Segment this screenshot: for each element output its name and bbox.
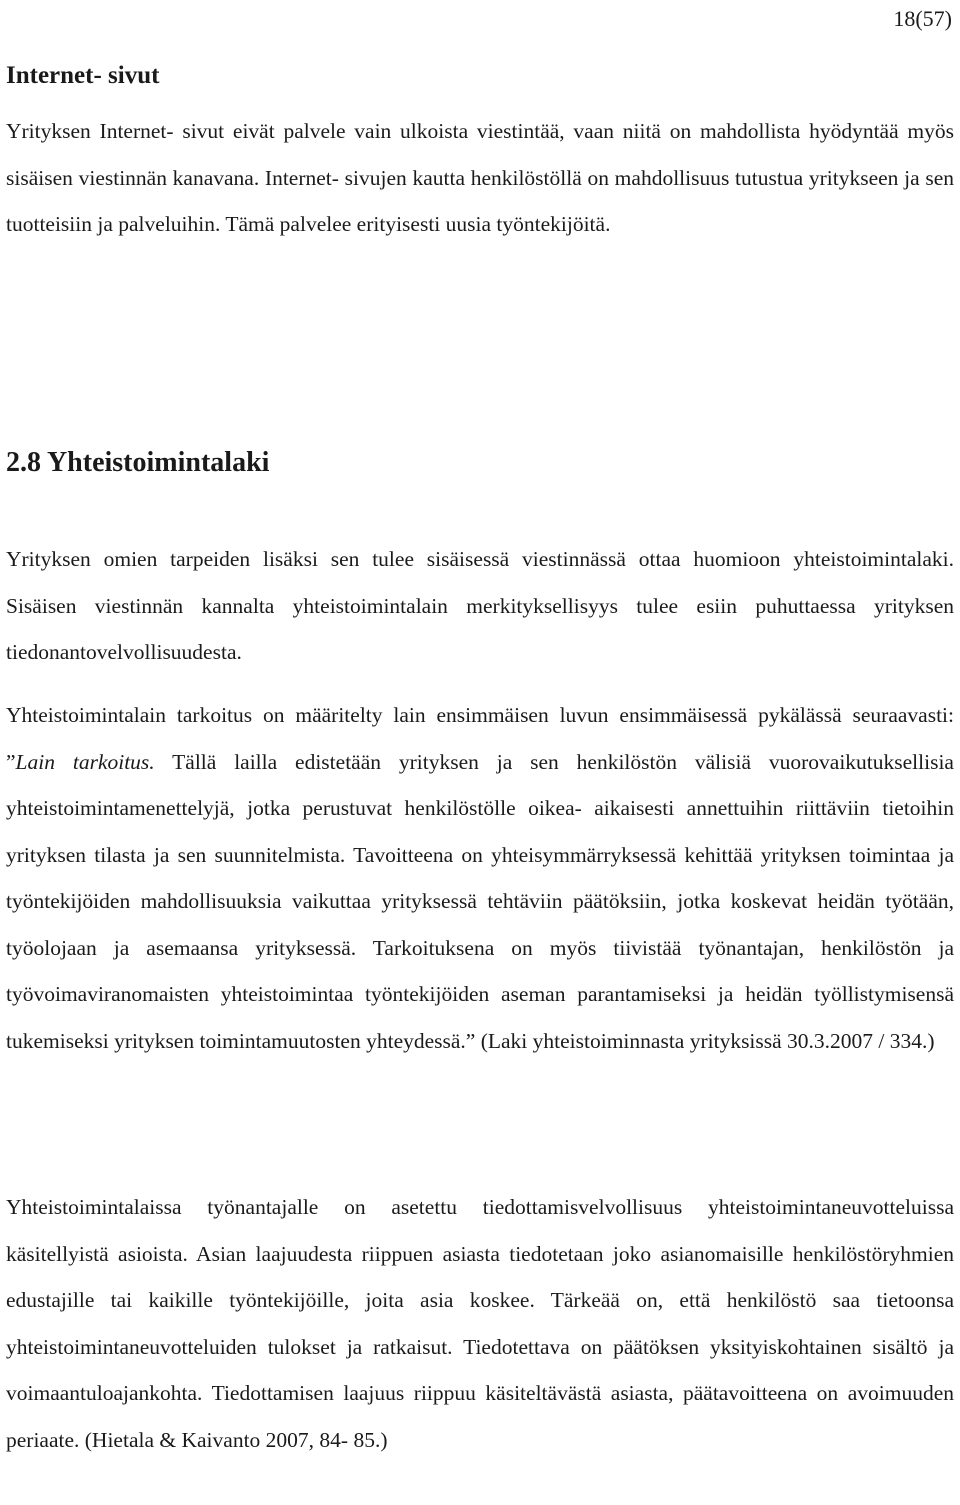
section-heading-yhteistoimintalaki: 2.8 Yhteistoimintalaki xyxy=(6,447,270,478)
section-heading-internet: Internet- sivut xyxy=(6,62,160,89)
paragraph-2-italic-title: Lain tarkoitus. xyxy=(15,749,155,774)
paragraph-internet: Yrityksen Internet- sivut eivät palvele vain ulkoista viestintää, vaan niitä on mahdollista hyödyntää myös sisäisen viestinnän kanavana. Internet- sivujen kautta henkilöstöllä on mahdollisuus tutustua yritykseen ja sen tuotteisiin ja palveluihin. Tämä palvelee erityisesti uusia työntekijöitä. xyxy=(6,119,954,236)
paragraph-yhteistoimintalaki-1: Yrityksen omien tarpeiden lisäksi sen tulee sisäisessä viestinnässä ottaa huomioon yhteistoimintalaki. Sisäisen viestinnän kannalta yhteistoimintalain merkityksellisyys tulee esiin puhuttaessa yrityksen tiedonantovelvollisuudesta. xyxy=(6,547,954,664)
paragraph-2-quote: Tällä lailla edistetään yrityksen ja sen henkilöstön välisiä vuorovaikutuksellisia yhteistoimintamenettelyjä, jotka perustuvat henkilöstölle oikea- aikaisesti annettuihin riittäviin tietoihin yrityksen tilasta ja sen suunnitelmista. Tavoitteena on yhteisymmärryksessä kehittää yrityksen toimintaa ja työntekijöiden mahdollisuuksia vaikuttaa yrityksessä tehtäviin päätöksiin, jotka koskevat heidän työtään, työolojaan ja asemaansa yrityksessä. Tarkoituksena on myös tiivistää työnantajan, henkilöstön ja työvoimaviranomaisten yhteistoimintaa työntekijöiden aseman parantamiseksi ja heidän työllistymisensä tukemiseksi yrityksen toimintamuutosten yhteydessä.” (Laki yhteistoiminnasta yrityksissä 30.3.2007 / 334.) xyxy=(6,749,954,1053)
paragraph-2-intro: Yhteistoimintalain tarkoitus on määritelty lain ensimmäisen luvun ensimmäisessä pykälässä seuraavasti: ” xyxy=(6,703,954,774)
page-number: 18(57) xyxy=(893,6,952,31)
paragraph-yhteistoimintalaki-3: Yhteistoimintalaissa työnantajalle on asetettu tiedottamisvelvollisuus yhteistoimintaneuvotteluissa käsitellyistä asioista. Asian laajuudesta riippuen asiasta tiedotetaan joko asianomaisille henkilöstöryhmien edustajille tai kaikille työntekijöille, joita asia koskee. Tärkeää on, että henkilöstö saa tietoonsa yhteistoimintaneuvotteluiden tulokset ja ratkaisut. Tiedotettava on päätöksen yksityiskohtainen sisältö ja voimaantuloajankohta. Tiedottamisen laajuus riippuu käsiteltävästä asiasta, päätavoitteena on avoimuuden periaate. (Hietala & Kaivanto 2007, 84- 85.) xyxy=(6,1195,954,1452)
paragraph-yhteistoimintalaki-2 xyxy=(6,692,954,1064)
